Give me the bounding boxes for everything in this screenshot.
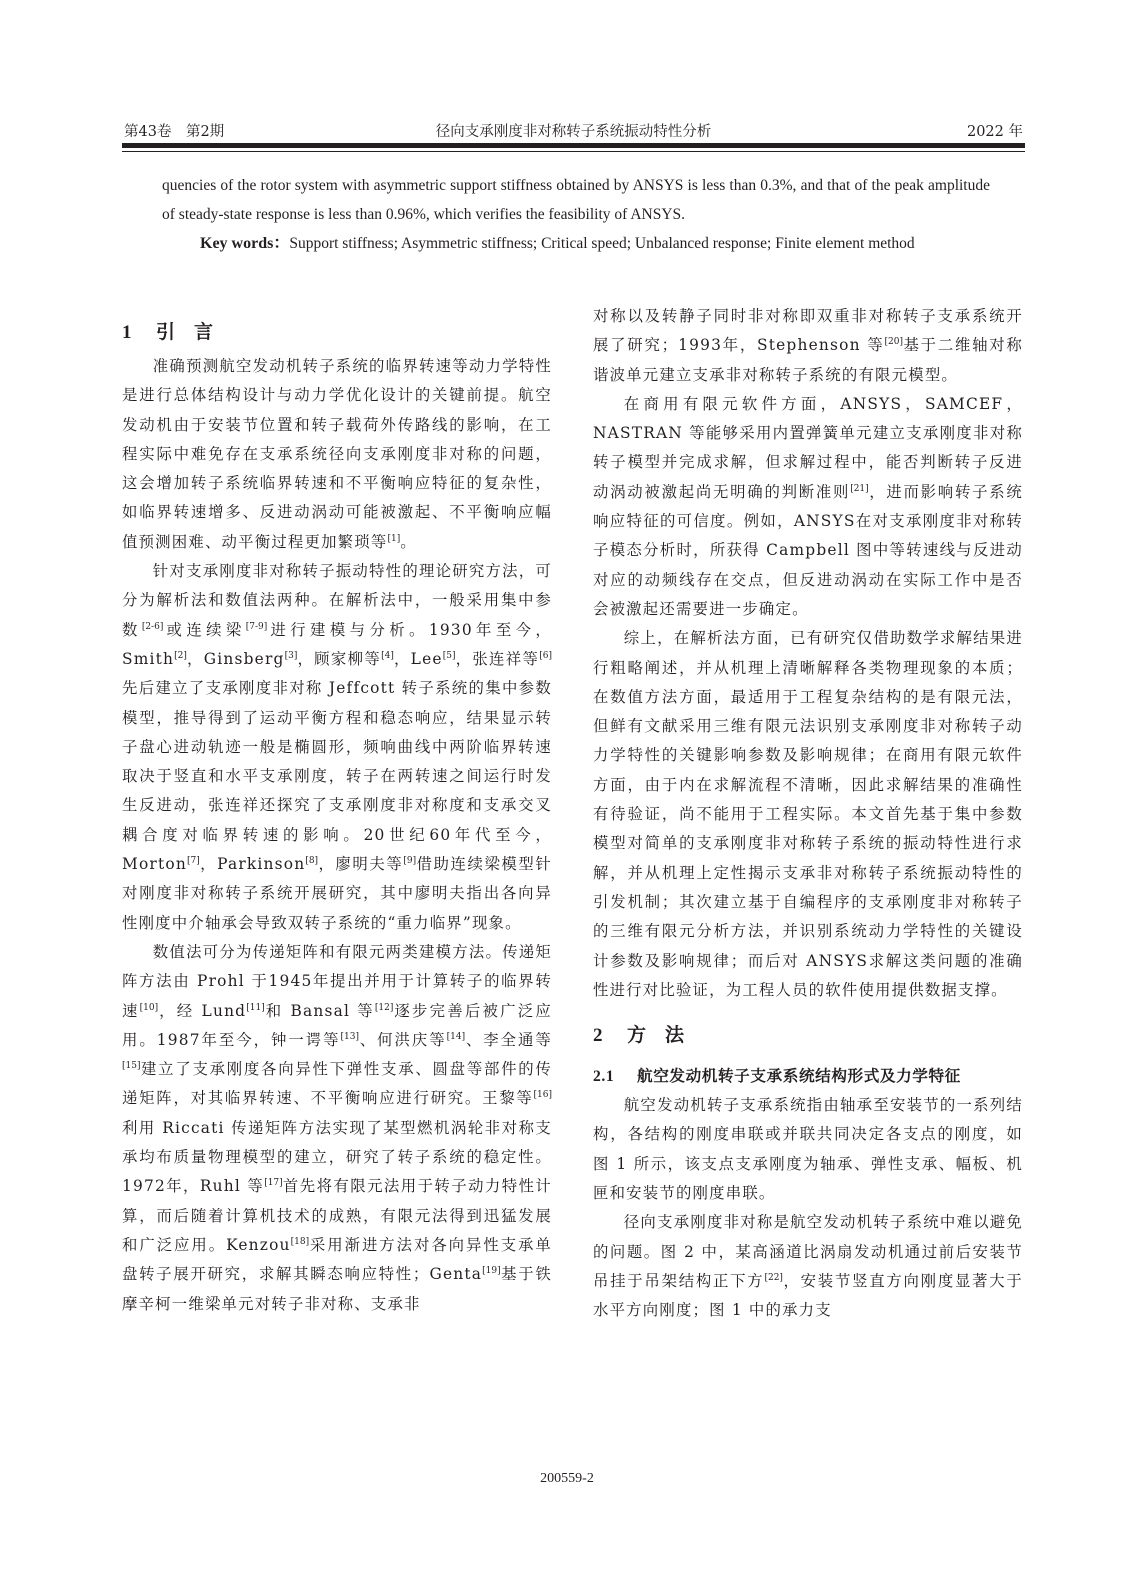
paragraph-text: 针对支承刚度非对称转子振动特性的理论研究方法，可分为解析法和数值法两种。在解析法中，一般采用集中参数 — [122, 562, 552, 639]
paragraph-text: 、何洪庆等 — [358, 1030, 447, 1049]
citation: [8] — [305, 856, 319, 867]
keywords-label: Key words — [200, 235, 274, 252]
section-title-char: 法 — [665, 1024, 685, 1047]
section-title-char: 言 — [194, 321, 214, 343]
running-header — [122, 118, 1025, 140]
paragraph-text: 或连续梁 — [163, 620, 246, 639]
paragraph-text: 数值法可分为传递矩阵和有限元两类建模方法。传递矩阵方法由 Prohl 于1945年提出并用于计算转子的临界转速 — [122, 942, 552, 1020]
right-column — [593, 302, 1023, 1326]
paragraph-text: ，张连祥等 — [455, 649, 540, 668]
citation: [17] — [264, 1178, 283, 1189]
citation: [7-9] — [245, 621, 268, 632]
section-1-heading — [122, 312, 552, 352]
abstract-continuation — [162, 171, 990, 258]
running-title: 径向支承刚度非对称转子系统振动特性分析 — [435, 124, 712, 140]
subsection-title: 航空发动机转子支承系统结构形式及力学特征 — [637, 1066, 961, 1086]
citation: [16] — [533, 1090, 552, 1101]
header-rule-thin — [122, 151, 1025, 152]
paragraph-text: ，Ginsberg — [186, 649, 285, 668]
paragraph-text: 逐步完善后被广泛应用。1987年至今，钟一谔等 — [122, 1001, 552, 1049]
keywords-separator: ： — [273, 235, 290, 252]
paragraph-text: ，Parkinson — [199, 855, 306, 874]
citation: [6] — [539, 650, 552, 661]
citation: [11] — [246, 1002, 265, 1013]
paragraph-intro-2 — [122, 557, 552, 938]
paragraph-text: 径向支承刚度非对称是航空发动机转子系统中难以避免的问题。图 2 中，某高涵道比涡扇发动机通过前后安装节吊挂于吊架结构正下方 — [593, 1213, 1023, 1290]
volume-issue: 第43卷 第2期 — [124, 124, 225, 140]
paragraph-text: 。 — [400, 532, 417, 551]
paragraph-text: 先后建立了支承刚度非对称 Jeffcott 转子系统的集中参数模型，推导得到了运动平衡方程和稳态响应，结果显示转子盘心进动轨迹一般是椭圆形，频响曲线中两阶临界转速取决于竖直和水平支承刚度，转子在两转速之间运行时发生反进动，张连祥还探究了支承刚度非对称度和支承交叉耦合度对临界转速的影响。20世纪60年代至今，Morton — [122, 679, 552, 874]
paragraph-text: ，经 Lund — [158, 1001, 247, 1020]
citation: [7] — [186, 856, 200, 867]
citation: [21] — [850, 483, 869, 494]
paragraph-text: ，进而影响转子系统响应特征的可信度。例如，ANSYS在对支承刚度非对称转子模态分析时，所获得 Campbell 图中等转速线与反进动对应的动频线存在交点，但反进动涡动在实际工作中是否会被激起还需要进一步确定。 — [593, 482, 1023, 618]
paragraph-text: 基于铁摩辛柯一维梁单元对转子非对称、支承非 — [122, 1265, 552, 1313]
paragraph-text: 准确预测航空发动机转子系统的临界转速等动力学特性是进行总体结构设计与动力学优化设计的关键前提。航空发动机由于安装节位置和转子载荷外传路线的影响，在工程实际中难免存在支承系统径向支承刚度非对称的问题，这会增加转子系统临界转速和不平衡响应特征的复杂性，如临界转速增多、反进动涡动可能被激起、不平衡响应幅值预测困难、动平衡过程更加繁琐等 — [122, 357, 552, 551]
paragraph-text: ，安装节竖直方向刚度显著大于水平方向刚度；图 1 中的承力支 — [593, 1271, 1023, 1320]
paragraph-asymmetry — [593, 1208, 1023, 1325]
paragraph-commercial-fe — [593, 390, 1023, 624]
paragraph-summary: 综上，在解析法方面，已有研究仅借助数学求解结果进行粗略阐述，并从机理上清晰解释各类物理现象的本质；在数值方法方面，最适用于工程复杂结构的是有限元法，但鲜有文献采用三维有限元法识别支承刚度非对称转子动力学特性的关键影响参数及影响规律；在商用有限元软件方面，由于内在求解流程不清晰，因此求解结果的准确性有待验证，尚不能用于工程实际。本文首先基于集中参数模型对简单的支承刚度非对称转子系统的振动特性进行求解，并从机理上定性揭示支承非对称转子系统振动特性的引发机制；其次建立基于自编程序的支承刚度非对称转子的三维有限元分析方法，并识别系统动力学特性的关键设计参数及影响规律；而后对 ANSYS求解这类问题的准确性进行对比验证，为工程人员的软件使用提供数据支撑。 — [593, 629, 1023, 999]
citation: [10] — [139, 1002, 159, 1013]
header-rule-thick — [122, 143, 1025, 148]
citation: [9] — [403, 856, 417, 867]
subsection-2-1-heading — [593, 1061, 1023, 1091]
paragraph-intro-3 — [122, 938, 552, 1319]
paragraph-continued — [593, 302, 1023, 390]
citation: [18] — [290, 1236, 310, 1247]
page-number: 200559-2 — [540, 1471, 594, 1486]
paragraph-text: 采用渐进方法对各向异性支承单盘转子展开研究，求解其瞬态响应特性；Genta — [122, 1235, 552, 1284]
paragraph-text: 进行建模与分析。1930年至今，Smith — [122, 620, 552, 668]
paragraph-text: 在商用有限元软件方面，ANSYS，SAMCEF，NASTRAN 等能够采用内置弹簧单元建立支承刚度非对称转子模型并完成求解，但求解过程中，能否判断转子反进动涡动被激起尚无明确的判断准则 — [593, 394, 1023, 501]
subsection-number: 2.1 — [593, 1068, 615, 1086]
citation: [2-6] — [141, 621, 164, 632]
citation: [22] — [764, 1272, 783, 1283]
paragraph-text: ，廖明夫等 — [318, 855, 404, 874]
paragraph-text: ，顾家柳等 — [297, 649, 382, 668]
paragraph-text: 和 Bansal 等 — [264, 1001, 375, 1020]
paragraph-text: 、李全通等 — [465, 1030, 552, 1049]
section-number: 1 — [122, 322, 132, 343]
left-column — [122, 312, 552, 1319]
paragraph-text: 首先将有限元法用于转子动力特性计算，而后随着计算机技术的成熟，有限元法得到迅猛发展和广泛应用。Kenzou — [122, 1177, 553, 1254]
citation: [14] — [446, 1031, 466, 1042]
keywords — [162, 229, 990, 258]
citation: [12] — [374, 1002, 394, 1013]
citation: [5] — [442, 650, 456, 661]
section-title-char: 引 — [156, 321, 176, 343]
paragraph-text: 对称以及转静子同时非对称即双重非对称转子支承系统开展了研究；1993年，Stephenson 等 — [593, 307, 1023, 355]
citation: [4] — [381, 650, 394, 661]
citation: [1] — [387, 533, 401, 544]
paragraph-text: 利用 Riccati 传递矩阵方法实现了某型燃机涡轮非对称支承均布质量物理模型的建立，研究了转子系统的稳定性。1972年，Ruhl 等 — [122, 1118, 552, 1196]
paragraph-text: 基于二维轴对称谐波单元建立支承非对称转子系统的有限元模型。 — [593, 336, 1023, 384]
citation: [2] — [174, 650, 187, 661]
paragraph-text: 借助连续梁模型针对刚度非对称转子系统开展研究，其中廖明夫指出各向异性刚度中介轴承会导致双转子系统的“重力临界”现象。 — [122, 855, 552, 932]
citation: [13] — [340, 1031, 359, 1042]
paragraph-text: ，Lee — [393, 649, 443, 668]
publication-year: 2022 年 — [966, 124, 1023, 140]
citation: [3] — [284, 650, 298, 661]
section-title-char: 方 — [627, 1024, 647, 1047]
section-number: 2 — [593, 1025, 603, 1047]
abstract-text: quencies of the rotor system with asymmetric support stiffness obtained by ANSYS is less than 0.3%, and that of the peak amplitude of steady-state response is less than 0.96%, which verifies the feasibility of ANSYS. — [162, 177, 990, 223]
keywords-list: Support stiffness; Asymmetric stiffness; Critical speed; Unbalanced response; Finite element method — [289, 235, 915, 252]
paragraph-intro-1 — [122, 352, 552, 557]
citation: [19] — [482, 1266, 501, 1277]
section-2-heading — [593, 1015, 1023, 1055]
citation: [20] — [884, 337, 903, 348]
paragraph-text: 建立了支承刚度各向异性下弹性支承、圆盘等部件的传递矩阵，对其临界转速、不平衡响应进行研究。王黎等 — [122, 1060, 552, 1108]
citation: [15] — [122, 1061, 141, 1072]
paragraph-support-system: 航空发动机转子支承系统指由轴承至安装节的一系列结构，各结构的刚度串联或并联共同决定各支点的刚度，如图 1 所示，该支点支承刚度为轴承、弹性支承、幅板、机匣和安装节的刚度串联。 — [593, 1096, 1023, 1203]
